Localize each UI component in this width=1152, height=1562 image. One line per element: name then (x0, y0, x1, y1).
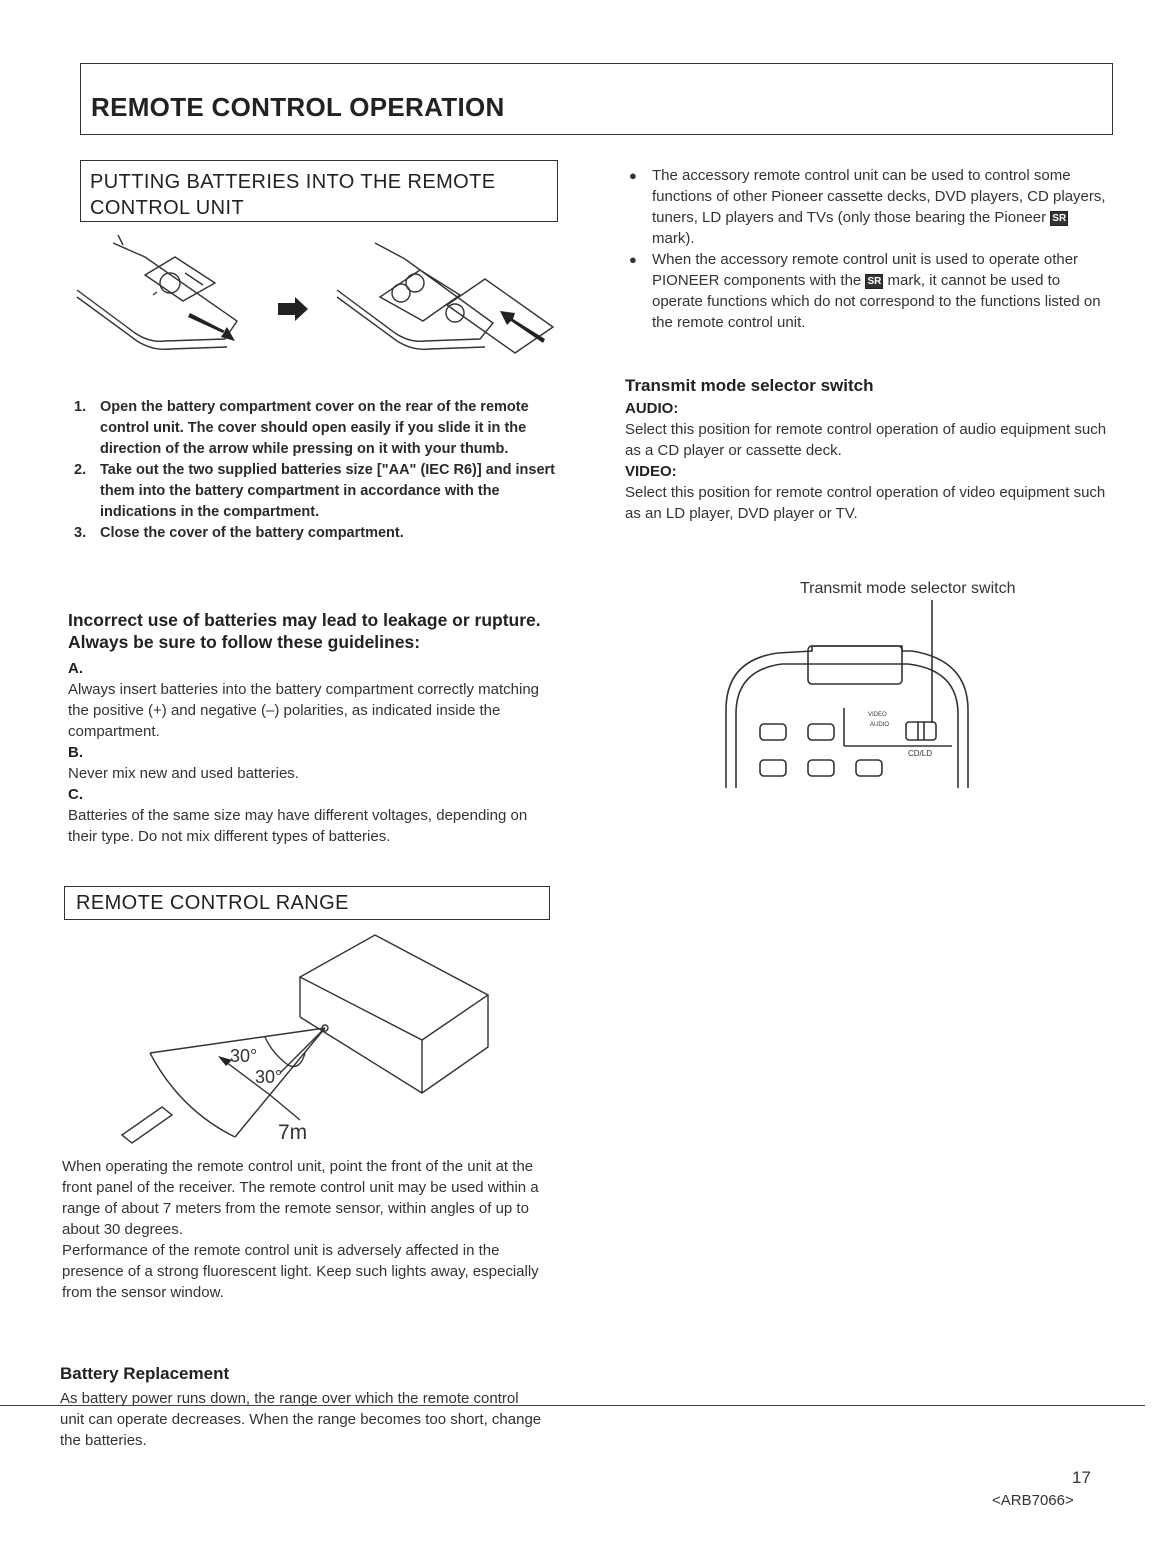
range-diagram (110, 925, 510, 1155)
angle-label-1: 30° (230, 1046, 258, 1066)
remote-switch-diagram (720, 598, 980, 793)
compatibility-notes (626, 165, 1114, 333)
guideline-text: Batteries of the same size may have different voltages, depending on their type. Do not mix different types of batteries. (68, 807, 528, 845)
range-section-title: REMOTE CONTROL RANGE (76, 892, 349, 914)
guideline-text: Always insert batteries into the battery compartment correctly matching the positive (+) and negative (–) polarities, as indicated inside the compartment. (68, 681, 540, 740)
sr-mark-logo: SR (1052, 212, 1067, 224)
battery-steps-list (74, 397, 556, 544)
battery-step: 1. Open the battery compartment cover on the rear of the remote control unit. The cover should open easily if you slide it in the direction of the arrow while pressing on it with your thumb. (74, 399, 529, 457)
battery-step: 3. Close the cover of the battery compartment. (74, 525, 404, 541)
audio-label: AUDIO: (625, 400, 679, 417)
distance-label: 7m (278, 1121, 308, 1144)
remote-label-video: VIDEO (868, 712, 887, 718)
guideline-text: Never mix new and used batteries. (68, 765, 299, 782)
compatibility-note: ● The accessory remote control unit can be used to control some functions of other Pioneer cassette decks, DVD players, CD players, tuners, LD players and TVs (only those bearing the Pioneer SR mark). (629, 167, 1106, 247)
video-description: Select this position for remote control operation of video equipment such as an LD player, DVD player or TV. (625, 484, 1106, 522)
compatibility-note: ● When the accessory remote control unit is used to operate other PIONEER components with the SR mark, it cannot be used to operate functions which do not correspond to the functions listed on the remote control unit. (629, 251, 1101, 331)
range-paragraph-1: When operating the remote control unit, point the front of the unit at the front panel of the receiver. The remote control unit may be used within a range of about 7 meters from the remote sensor, within angles of up to about 30 degrees. (62, 1158, 539, 1238)
remote-label-audio: AUDIO (870, 722, 890, 728)
remote-diagram-caption: Transmit mode selector switch (800, 580, 1016, 597)
transmit-heading: Transmit mode selector switch (625, 376, 874, 395)
battery-install-illustration (75, 235, 555, 385)
page-number: 17 (1072, 1468, 1091, 1487)
audio-description: Select this position for remote control operation of audio equipment such as a CD player or cassette deck. (625, 421, 1107, 459)
transmit-modes (625, 398, 1113, 524)
batteries-section-title (90, 169, 495, 221)
guideline-label: A. (68, 660, 83, 677)
battery-replacement-text: As battery power runs down, the range over which the remote control unit can operate decreases. When the range becomes too short, change the batteries. (60, 1390, 542, 1449)
range-paragraph-2: Performance of the remote control unit is adversely affected in the presence of a strong fluorescent light. Keep such lights away, especially from the sensor window. (62, 1242, 539, 1301)
video-label: VIDEO: (625, 463, 677, 480)
angle-label-2: 30° (255, 1067, 283, 1087)
page-title: REMOTE CONTROL OPERATION (91, 92, 505, 122)
guideline-label: C. (68, 786, 83, 803)
batteries-title-line1: PUTTING BATTERIES INTO THE REMOTE (90, 171, 496, 193)
batteries-title-line2: CONTROL UNIT (90, 197, 245, 219)
guideline-label: B. (68, 744, 83, 761)
battery-warning: Incorrect use of batteries may lead to leakage or rupture. Always be sure to follow these guidelines: (68, 610, 541, 652)
battery-guidelines (68, 658, 554, 847)
range-description (62, 1156, 546, 1303)
document-code: <ARB7066> (992, 1492, 1074, 1509)
battery-replacement-heading: Battery Replacement (60, 1364, 230, 1383)
remote-label-cdld: CD/LD (908, 749, 933, 758)
sr-mark-logo: SR (867, 275, 882, 287)
page-rule (0, 1405, 1145, 1406)
battery-step: 2. Take out the two supplied batteries size ["AA" (IEC R6)] and insert them into the battery compartment in accordance with the indications in the compartment. (74, 462, 555, 520)
